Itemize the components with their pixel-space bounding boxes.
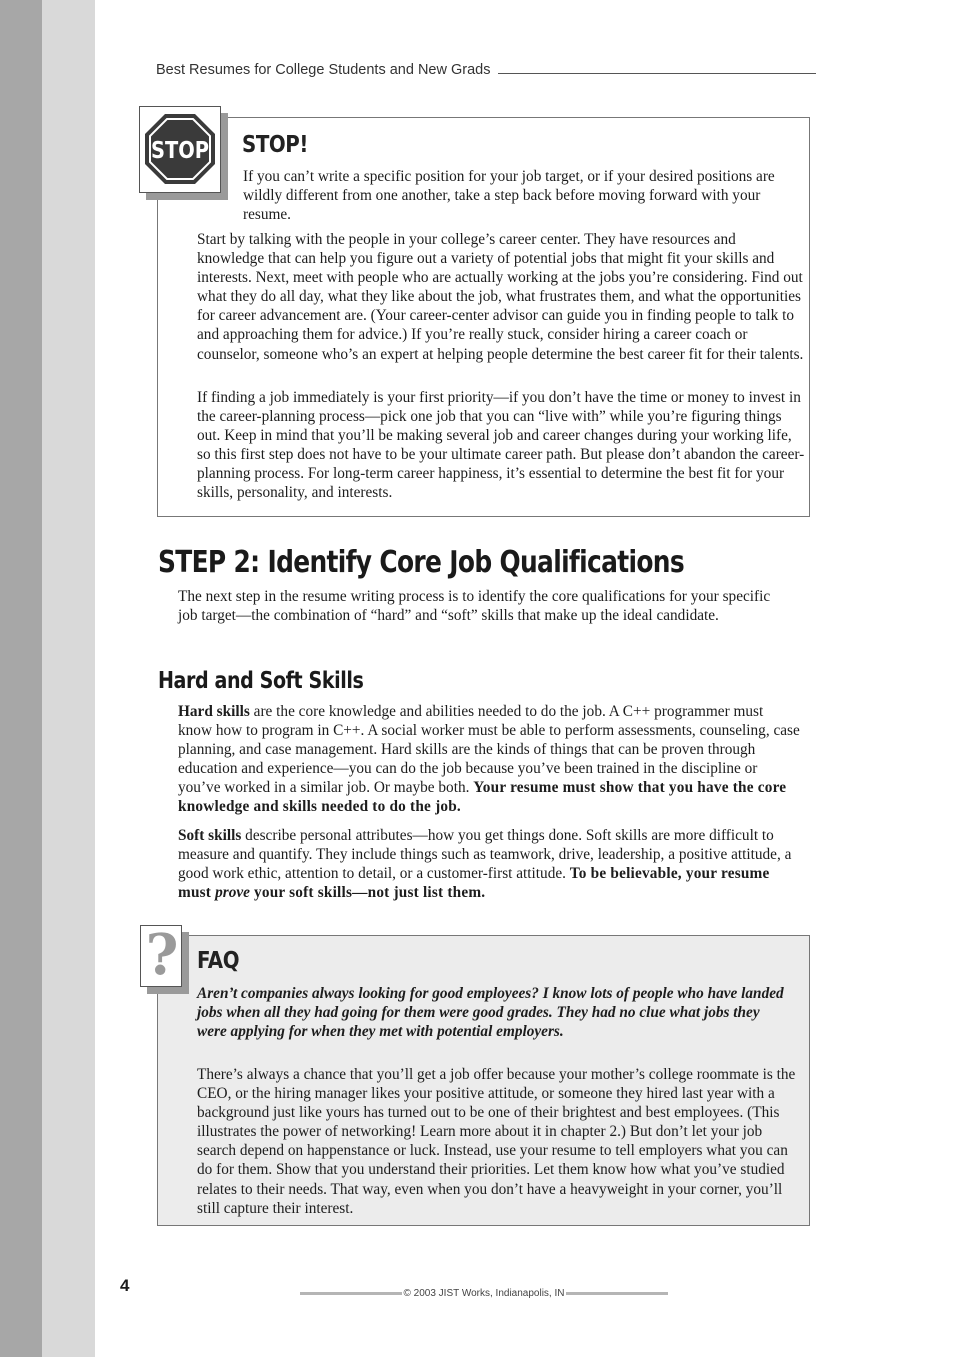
faq-icon-frame	[140, 922, 182, 988]
footer	[300, 1286, 668, 1300]
page-number: 4	[120, 1276, 130, 1295]
soft-skills-text: describe personal attributes—how you get things done. Soft skills are more difficult to measure and quantify. They include things such as teamwork, drive, leadership, a positive attitude, a good work ethic, attention to detail, or a customer-first attitude.	[178, 827, 792, 883]
page-margin-band-light	[42, 0, 95, 1357]
soft-skills-emphasis-italic: prove	[215, 884, 250, 902]
soft-skills-term: Soft skills	[178, 827, 242, 844]
step-2-heading: STEP 2: Identify Core Job Qualifications	[158, 545, 684, 580]
running-head-title: Best Resumes for College Students and New Grads	[156, 62, 491, 78]
hard-skills-emphasis: Your resume must show that you have the core knowledge and skills needed to do the job.	[178, 779, 787, 816]
soft-skills-paragraph	[178, 826, 800, 902]
stop-sign-label: STOP	[151, 138, 209, 164]
hard-soft-skills-heading: Hard and Soft Skills	[158, 668, 364, 694]
hard-skills-term: Hard skills	[178, 703, 250, 720]
stop-title: STOP!	[242, 132, 308, 158]
stop-paragraph-2: If finding a job immediately is your first priority—if you don’t have the time or money to invest in the career-planning process—pick one job that you can “live with” while you’re figuring things out. Keep in mind that you’ll be making several job and career changes during your working life, so this first step does not have to be your ultimate career path. But please don’t abandon the career-planning process. For long-term career happiness, it’s essential to determine the best fit for your skills, personality, and interests.	[197, 389, 805, 502]
faq-question: Aren’t companies always looking for good employees? I know lots of people who have landed jobs when all they had going for them were good grades. They had no clue what jobs they were applying for when they met with potential employers.	[197, 985, 784, 1041]
question-mark-icon: ?	[145, 922, 179, 988]
step-2-intro: The next step in the resume writing process is to identify the core qualifications for your specific job target—the combination of “hard” and “soft” skills that make up the ideal candidate.	[178, 588, 771, 625]
stop-sign-icon	[143, 112, 217, 186]
footer-copyright: © 2003 JIST Works, Indianapolis, IN	[403, 1287, 565, 1299]
hard-skills-text: are the core knowledge and abilities needed to do the job. A C++ programmer must know how to program in C++. A social worker must be able to perform assessments, counseling, case planning, and case management. Hard skills are the kinds of things that can be proven through education and experience—you can do the job because you’ve been trained in the discipline or you’ve worked in a similar job. Or maybe both.	[178, 703, 800, 797]
hard-skills-paragraph	[178, 702, 800, 817]
faq-title: FAQ	[197, 948, 240, 974]
faq-answer: There’s always a chance that you’ll get a job offer because your mother’s college roommate is the CEO, or the hiring manager likes your positive attitude, or someone they hired last year with a background just like yours has turned out to be one of their brightest and best employees. (This illustrates the power of networking! Learn more about it in chapter 2.) But don’t let your job search depend on happenstance or luck. Instead, use your resume to tell employers what you can do for them. Show that you understand their priorities. Let them know how what you’ve studied relates to their needs. That way, even when you don’t have a heavyweight in your corner, you’ll still capture their interest.	[197, 1066, 796, 1217]
page-margin-band	[0, 0, 42, 1357]
stop-paragraph-1: Start by talking with the people in your college’s career center. They have resources and knowledge that can help you figure out a variety of potential jobs that might fit your skills and interests. Next, meet with people who are actually working at the jobs you’re considering. Find out what they do all day, what they like about the job, what frustrates them, and what the opportunities for career advancement are. (Your career-center advisor can guide you in finding people to talk to and approaching them for advice.) If you’re really stuck, consider hiring a career coach or counselor, someone who’s an expert at helping people determine the best career fit for their talents.	[197, 231, 804, 363]
stop-icon-frame	[139, 106, 221, 193]
soft-skills-emphasis-1: To be believable, your resume must	[178, 865, 770, 902]
footer-rule-right	[566, 1292, 668, 1295]
running-head	[156, 62, 816, 78]
stop-intro: If you can’t write a specific position for your job target, or if your desired positions are wildly different from one another, take a step back before moving forward with your resume.	[243, 168, 775, 224]
soft-skills-emphasis-2: your soft skills—not just list them.	[249, 884, 486, 902]
running-head-rule	[498, 73, 816, 74]
footer-rule-left	[300, 1292, 402, 1295]
